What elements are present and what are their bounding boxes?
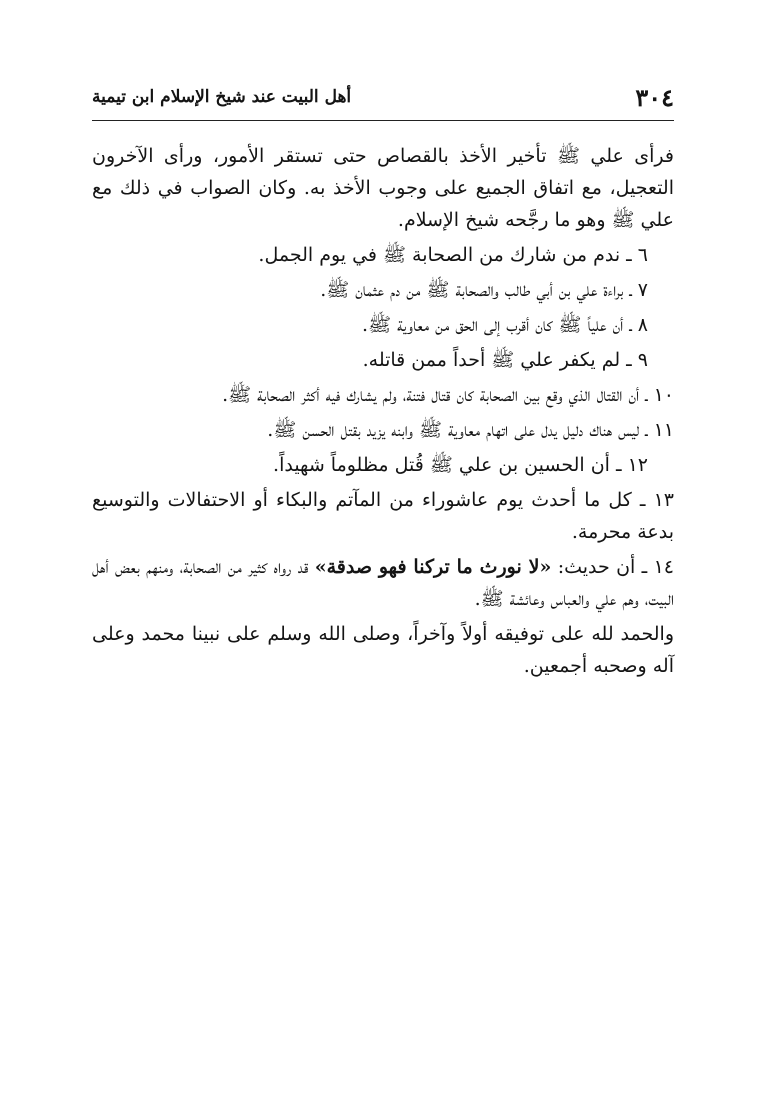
list-item: ١٠ ـ أن القتال الذي وقع بين الصحابة كان قتال فتنة، ولم يشارك فيه أكثر الصحابة ﷺ. <box>222 384 674 406</box>
list-item: ٧ ـ براءة علي بن أبي طالب والصحابة ﷺ من دم عثمان ﷺ. <box>320 279 648 301</box>
list-item: ١٣ ـ كل ما أحدث يوم عاشوراء من المآتم والبكاء أو الاحتفالات والتوسيع بدعة محرمة. <box>92 489 674 543</box>
body-text <box>92 140 674 685</box>
running-title: أهل البيت عند شيخ الإسلام ابن تيمية <box>92 87 352 107</box>
list-item: ٦ ـ ندم من شارك من الصحابة ﷺ في يوم الجمل. <box>258 244 648 266</box>
list-item: ١٢ ـ أن الحسين بن علي ﷺ قُتل مظلوماً شهيداً. <box>273 454 648 476</box>
item14-suffix: قد رواه كثير من الصحابة، ومنهم بعض أهل البيت، وهم علي والعباس وعائشة ﷺ. <box>92 556 674 610</box>
list-item: ٩ ـ لم يكفر علي ﷺ أحداً ممن قاتله. <box>362 349 648 371</box>
list-item-hadith <box>92 551 674 615</box>
page-header <box>92 82 674 112</box>
item14-prefix: ١٤ ـ أن حديث: <box>551 556 674 578</box>
header-rule <box>92 120 674 121</box>
page-number: ٣٠٤ <box>635 82 674 112</box>
list-item: ٨ ـ أن علياً ﷺ كان أقرب إلى الحق من معاوية ﷺ. <box>362 314 648 336</box>
hadith-quote: «لا نورث ما تركنا فهو صدقة» <box>314 556 552 578</box>
closing-paragraph: والحمد لله على توفيقه أولاً وآخراً، وصلى الله وسلم على نبينا محمد وعلى آله وصحبه أجمعين. <box>92 623 674 677</box>
list-item: ١١ ـ ليس هناك دليل يدل على اتهام معاوية ﷺ وابنه يزيد بقتل الحسن ﷺ. <box>267 419 674 441</box>
intro-paragraph: فرأى علي ﷺ تأخير الأخذ بالقصاص حتى تستقر الأمور، ورأى الآخرون التعجيل، مع اتفاق الجميع على وجوب الأخذ به. وكان الصواب في ذلك مع علي ﷺ وهو ما رجَّحه شيخ الإسلام. <box>92 145 674 231</box>
